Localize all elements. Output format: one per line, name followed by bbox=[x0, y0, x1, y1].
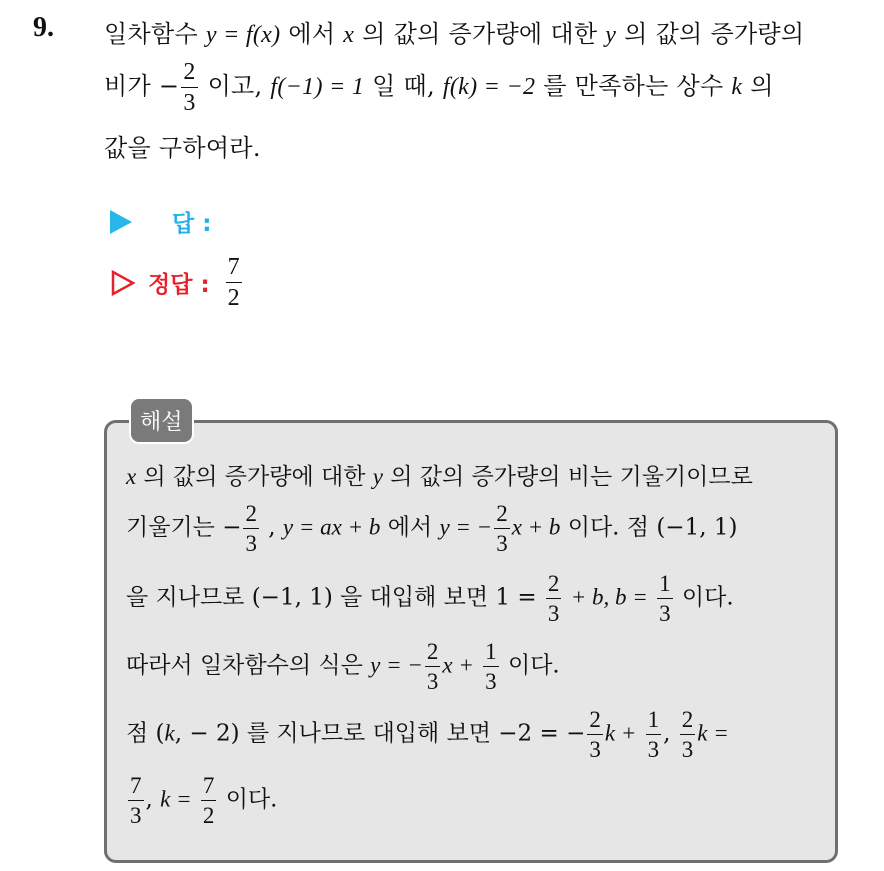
fraction: $\frac{7}{3}$ bbox=[130, 773, 142, 828]
correct-answer-value: $\frac{7}{2}$ bbox=[227, 254, 240, 311]
fraction: $\frac{1}{3}$ bbox=[659, 571, 671, 626]
explanation-line-3: 을 지나므로 (−1, 1) 을 대입해 보면 1 = $\frac{2}{3}$ + b, b = $\frac{1}{3}$ 이다. bbox=[126, 571, 734, 626]
fraction: $\frac{2}{3}$ bbox=[245, 501, 257, 556]
answer-label: 답 : bbox=[172, 211, 212, 237]
explanation-line-5: 점 (k, − 2) 를 지나므로 대입해 보면 −2 = − $\frac{2}{3}$ k + $\frac{1}{3}$ , $\frac{2}{3}$ k = bbox=[126, 707, 729, 762]
fraction: $\frac{2}{3}$ bbox=[547, 571, 560, 626]
fraction: $\frac{2}{3}$ bbox=[589, 707, 601, 762]
correct-answer-label: 정답 : bbox=[148, 272, 210, 298]
fraction: $\frac{2}{3}$ bbox=[426, 639, 439, 694]
explanation-line-4: 따라서 일차함수의 식은 y = − $\frac{2}{3}$ x + $\frac{1}{3}$ 이다. bbox=[126, 639, 560, 694]
fraction: $\frac{1}{3}$ bbox=[485, 639, 497, 694]
play-outline-icon bbox=[110, 270, 136, 296]
correct-answer-row bbox=[110, 255, 244, 310]
question-line-2: 비가 − $\frac{2}{3}$ 이고, f(−1) = 1 일 때, f(k) = −2 를 만족하는 상수 k 의 bbox=[104, 59, 774, 116]
question-line-1: 일차함수 y = f(x) 에서 x 의 값의 증가량에 대한 y 의 값의 증가량의 bbox=[104, 20, 805, 48]
fraction: $\frac{2}{3}$ bbox=[496, 501, 508, 556]
play-icon bbox=[110, 210, 132, 234]
question-number: 9. bbox=[33, 12, 54, 43]
explanation-title: 해설 bbox=[129, 397, 194, 444]
fraction: $\frac{2}{3}$ bbox=[681, 707, 694, 762]
explanation-line-2: 기울기는 − $\frac{2}{3}$ , y = ax + b 에서 y = − $\frac{2}{3}$ x + b 이다. 점 (−1, 1) bbox=[126, 501, 738, 556]
fraction: $\frac{7}{2}$ bbox=[202, 773, 215, 828]
question-line-3: 값을 구하여라. bbox=[104, 134, 261, 162]
answer-row bbox=[110, 205, 221, 238]
fraction: $\frac{1}{3}$ bbox=[647, 707, 660, 762]
explanation-line-1: x 의 값의 증가량에 대한 y 의 값의 증가량의 비는 기울기이므로 bbox=[126, 464, 753, 490]
fraction: $\frac{2}{3}$ bbox=[183, 59, 196, 116]
explanation-line-6: $\frac{7}{3}$ , k = $\frac{7}{2}$ 이다. bbox=[130, 773, 278, 828]
